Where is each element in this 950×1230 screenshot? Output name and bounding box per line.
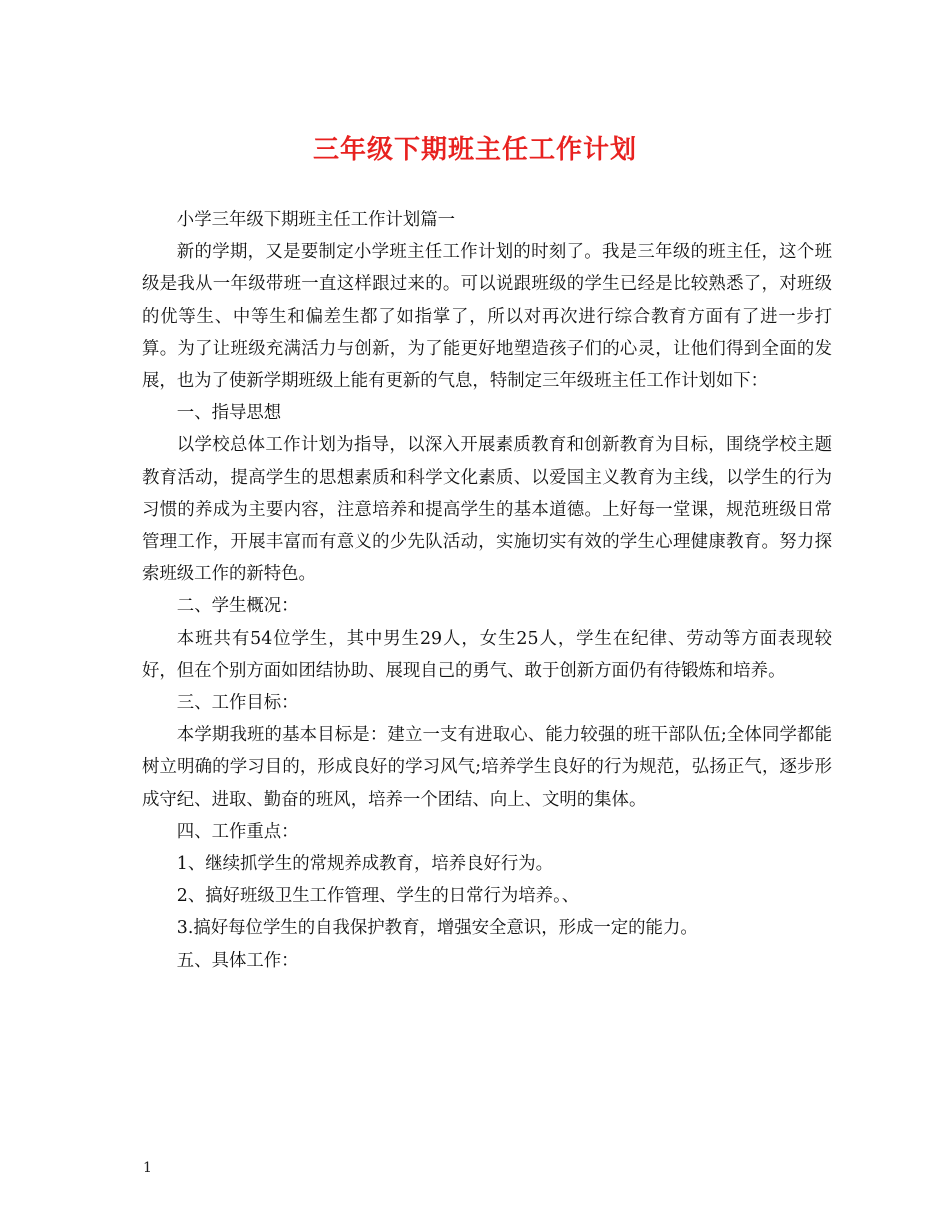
section-heading-work-focus: 四、工作重点： [176, 821, 299, 842]
section-heading-work-goals: 三、工作目标： [176, 693, 299, 714]
paragraph-subtitle: 小学三年级下期班主任工作计划篇一 [176, 210, 456, 230]
section-heading-guiding-thought: 一、指导思想 [176, 403, 282, 424]
section-heading-student-overview: 二、学生概况： [176, 596, 299, 617]
paragraph-work-goals: 本学期我班的基本目标是：建立一支有进取心、能力较强的班干部队伍;全体同学都能树立明确的学习目的，形成良好的学习风气;培养学生良好的行为规范，弘扬正气，逐步形成守纪、进取、勤奋的班风，培养一个团结、向上、文明的集体。 [142, 725, 832, 810]
paragraph-guiding-thought: 以学校总体工作计划为指导，以深入开展素质教育和创新教育为目标，围绕学校主题教育活动，提高学生的思想素质和科学文化素质、以爱国主义教育为主线，以学生的行为习惯的养成为主要内容，注意培养和提高学生的基本道德。上好每一堂课，规范班级日常管理工作，开展丰富而有意义的少先队活动，实施切实有效的学生心理健康教育。努力探索班级工作的新特色。 [142, 435, 832, 585]
page-number: 1 [143, 1160, 152, 1176]
paragraph-intro: 新的学期，又是要制定小学班主任工作计划的时刻了。我是三年级的班主任，这个班级是我从一年级带班一直这样跟过来的。可以说跟班级的学生已经是比较熟悉了，对班级的优等生、中等生和偏差生都了如指掌了，所以对再次进行综合教育方面有了进一步打算。为了让班级充满活力与创新，为了能更好地塑造孩子们的心灵，让他们得到全面的发展，也为了使新学期班级上能有更新的气息，特制定三年级班主任工作计划如下： [142, 242, 832, 392]
list-item-focus-1: 1、继续抓学生的常规养成教育，培养良好行为。 [176, 854, 554, 875]
list-item-focus-2: 2、搞好班级卫生工作管理、学生的日常行为培养。、 [176, 886, 580, 907]
document-body [142, 204, 832, 977]
paragraph-student-overview: 本班共有54位学生，其中男生29人，女生25人，学生在纪律、劳动等方面表现较好，但在个别方面如团结协助、展现自己的勇气、敢于创新方面仍有待锻炼和培养。 [142, 628, 832, 681]
document-title: 三年级下期班主任工作计划 [312, 135, 637, 165]
section-heading-specific-work: 五、具体工作： [176, 950, 299, 971]
list-item-focus-3: 3.搞好每位学生的自我保护教育，增强安全意识，形成一定的能力。 [176, 918, 698, 939]
